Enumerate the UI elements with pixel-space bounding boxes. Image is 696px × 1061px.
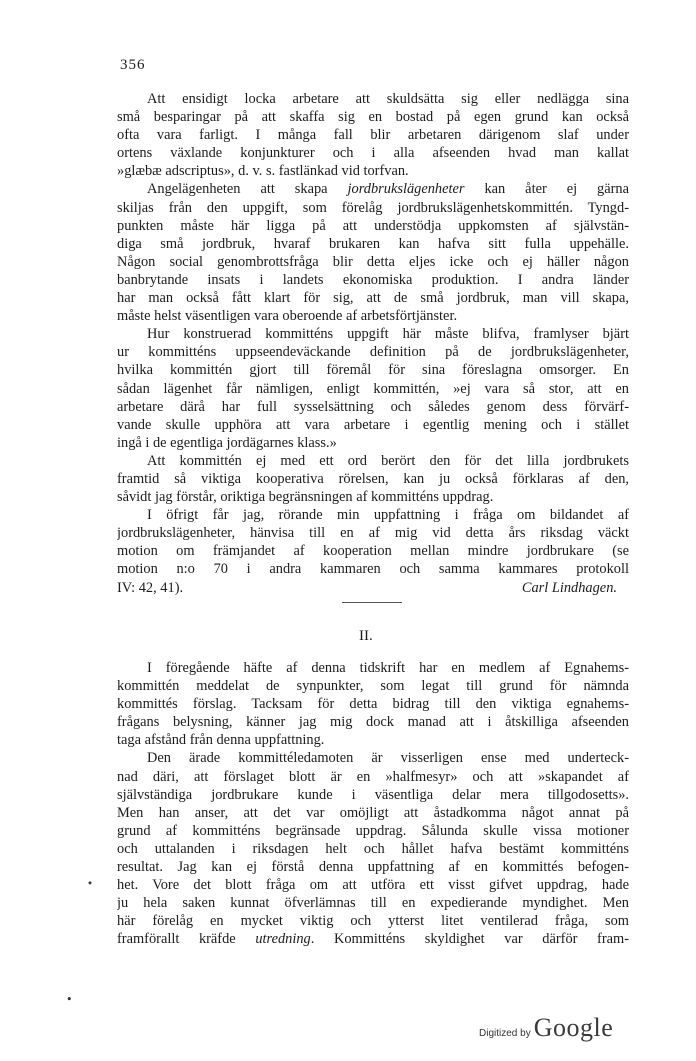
text-line: punkten måste här ligga på att understödja uppkomsten af självstän- — [117, 217, 629, 234]
text-line: Den ärade kommittéledamoten är visserligen ense med underteck- — [147, 750, 629, 767]
text-line: motion om främjandet af kooperation mellan mindre jordbrukare (se — [117, 543, 629, 560]
text-line: »glæbæ adscriptus», d. v. s. fastlänkad vid torfvan. — [117, 163, 409, 180]
signature-line — [117, 579, 629, 597]
text-line: het. Vore det blott fråga om att utföra ett visst gifvet uppdrag, hade — [117, 877, 629, 894]
text-line: IV: 42, 41). — [117, 579, 184, 596]
text-line: framtid så viktiga kooperativa rörelsen, kan ju också förklaras af den, — [117, 470, 629, 487]
text-segment: kan åter ej gärna — [464, 181, 629, 198]
page-number: 356 — [120, 57, 146, 73]
text-line: resultat. Jag kan ej förstå denna uppfattning af en kommittés befogen- — [117, 859, 629, 876]
text-line: arbetare därå har full sysselsättning och således genom dess förvärf- — [117, 398, 629, 415]
section-heading: II. — [359, 628, 373, 644]
text-line: diga små jordbruk, hvaraf brukaren kan hafva sitt fulla uppehälle. — [117, 235, 629, 252]
text-line: har man också fått klart för sig, att de små jordbruk, man vill skapa, — [117, 290, 629, 307]
text-line: kommittén meddelat de synpunkter, som legat till grund för nämnda — [117, 678, 629, 695]
text-line: Att ensidigt locka arbetare att skuldsätta sig eller nedlägga sina — [147, 91, 629, 107]
text-line: motion n:o 70 i andra kammaren och samma kammares protokoll — [117, 561, 629, 578]
italic-phrase: jordbrukslägenheter — [347, 181, 465, 198]
text-line: och uttalanden i riksdagen helt och hållet hafva bestämt kommitténs — [117, 840, 629, 857]
text-line: ingå i de egentliga jordägarnes klass.» — [117, 434, 337, 451]
digitized-by-label: Digitized by — [479, 1028, 531, 1039]
text-line: Att kommittén ej med ett ord berört den för det lilla jordbrukets — [147, 452, 629, 469]
text-line: jordbrukslägenheter, hänvisa till en af mig vid detta års riksdag väckt — [117, 525, 629, 542]
text-line: Men han anser, att det var omöjligt att åstadkomma något annat på — [117, 804, 629, 821]
text-line: sådan lägenhet får nämligen, enligt kommittén, »ej vara så stor, att en — [117, 380, 629, 397]
text-line: Hur konstruerad kommitténs uppgift här måste blifva, framlyser bjärt — [147, 326, 629, 343]
text-line: ofta vara farligt. I många fall blir arbetaren därigenom slaf under — [117, 127, 629, 144]
text-line: vande skulle upphöra att vara arbetare i egentlig mening och i stället — [117, 416, 629, 433]
text-line: ju hela saken kunnat öfverlämnas till en expedierande myndighet. Men — [117, 895, 629, 912]
text-line: hvilka kommittén gjort till föremål för sina föreslagna omsorger. En — [117, 362, 629, 379]
text-line: grund af kommitténs begränsade uppdrag. Sålunda skulle vissa motioner — [117, 822, 629, 839]
text-line: här förelåg en mycket viktig och ytterst litet ventilerad fråga, som — [117, 913, 629, 930]
text-line: små besparingar på att skaffa sig en bostad på egen grund kan också — [117, 109, 629, 126]
text-line: ur kommitténs uppseendeväckande definition på de jordbrukslägenheter, — [117, 344, 629, 361]
margin-dot: • — [66, 993, 73, 1006]
section-divider — [342, 602, 402, 603]
text-segment: Angelägenheten att skapa — [147, 181, 348, 198]
text-line: kommittés förslag. Tacksam för detta bidrag till den viktiga egnahems- — [117, 696, 629, 713]
text-line: skiljas från den uppgift, som förelåg jordbrukslägenhetskommittén. Tyngd- — [117, 199, 629, 216]
text-line: nad däri, att förslaget blott är en »halfmesyr» och att »skapandet af — [117, 768, 629, 785]
article-part-2 — [117, 659, 629, 949]
author-signature: Carl Lindhagen. — [521, 579, 617, 596]
text-line: Någon social genombrottsfråga blir detta eljes icke och ej häller någon — [117, 253, 629, 270]
article-part-1 — [117, 90, 629, 597]
text-line-with-italic — [117, 180, 629, 198]
text-line: I föregående häfte af denna tidskrift har en medlem af Egnahems- — [147, 660, 629, 676]
digitized-watermark — [479, 1013, 613, 1043]
text-line: banbrytande insats i landets ekonomiska produktion. I andra länder — [117, 271, 629, 288]
text-line: I öfrigt får jag, rörande min uppfattning i fråga om bildandet af — [147, 507, 629, 524]
text-segment: framförallt kräfde — [117, 931, 256, 948]
text-line: såvidt jag förstår, oriktiga begränsningen af kommitténs uppdrag. — [117, 489, 494, 506]
text-line: frågans belysning, känner jag mig dock manad att i åtskilliga afseenden — [117, 714, 629, 731]
text-line: måste helst väsentligen vara oberoende af arbetsförtjänster. — [117, 308, 458, 325]
text-line-with-italic — [117, 930, 629, 948]
text-line: självständiga jordbrukare kunde i väsentliga delar mera tillgodosetts». — [117, 786, 629, 803]
text-line: taga afstånd från denna uppfattning. — [117, 732, 325, 749]
margin-mark: ⬩ — [88, 876, 92, 889]
google-logo: Google — [533, 1013, 614, 1042]
italic-phrase: utredning — [255, 931, 311, 948]
text-segment: . Kommitténs skyldighet var därför fram- — [310, 931, 629, 948]
text-line: ortens växlande konjunkturer och i alla afseenden hvad man kallat — [117, 145, 629, 162]
